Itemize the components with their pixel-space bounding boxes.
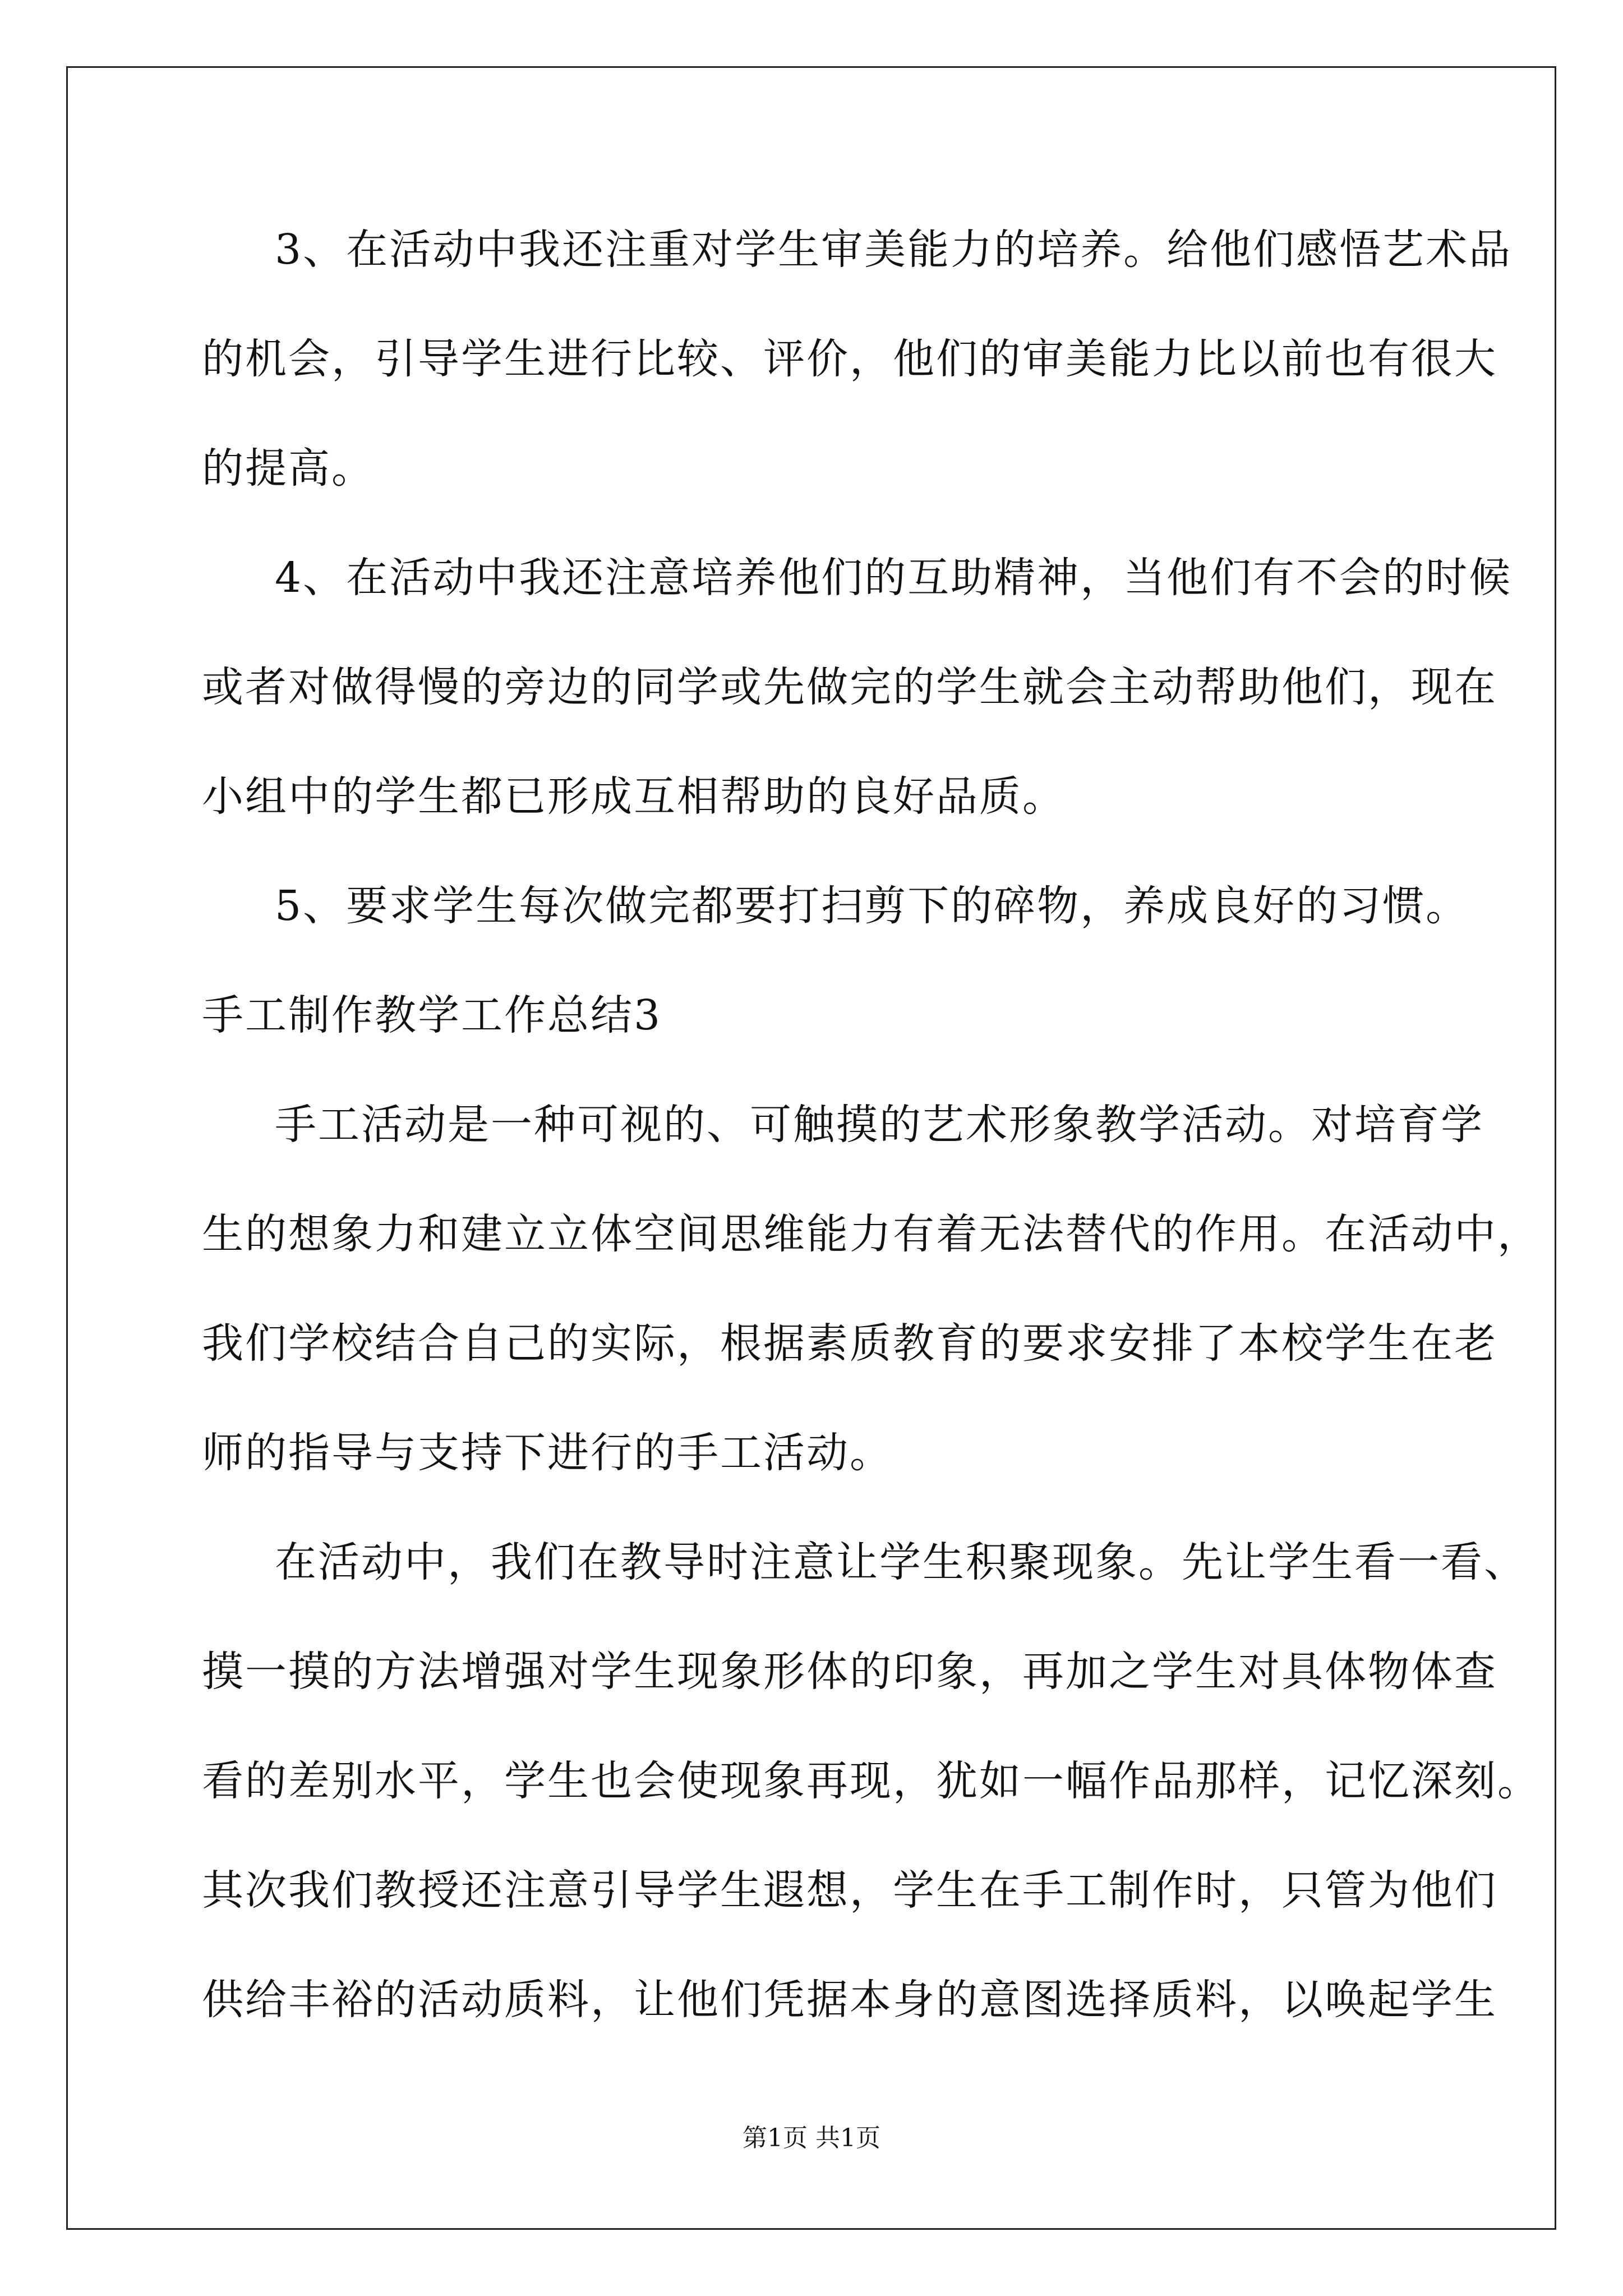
paragraph-5-line-3: 我们学校结合自己的实际，根据素质教育的要求安排了本校学生在老: [202, 1319, 1497, 1368]
paragraph-6-line-2: 摸一摸的方法增强对学生现象形体的印象，再加之学生对具体物体查: [202, 1648, 1497, 1696]
paragraph-3-line-1: 5、要求学生每次做完都要打扫剪下的碎物，养成良好的习惯。: [275, 882, 1469, 930]
paragraph-2-line-1: 4、在活动中我还注意培养他们的互助精神，当他们有不会的时候: [275, 554, 1513, 602]
paragraph-5-line-1: 手工活动是一种可视的、可触摸的艺术形象教学活动。对培育学: [275, 1101, 1484, 1149]
paragraph-5-line-2: 生的想象力和建立立体空间思维能力有着无法替代的作用。在活动中，: [202, 1210, 1541, 1258]
paragraph-6-line-5: 供给丰裕的活动质料，让他们凭据本身的意图选择质料，以唤起学生: [202, 1976, 1497, 2024]
paragraph-6-line-1: 在活动中，我们在教导时注意让学生积聚现象。先让学生看一看、: [275, 1538, 1527, 1586]
paragraph-1-line-2: 的机会，引导学生进行比较、评价，他们的审美能力比以前也有很大: [202, 335, 1497, 383]
paragraph-5-line-4: 师的指导与支持下进行的手工活动。: [202, 1429, 893, 1477]
section-heading: 手工制作教学工作总结3: [202, 991, 662, 1039]
paragraph-2-line-3: 小组中的学生都已形成互相帮助的良好品质。: [202, 772, 1066, 821]
paragraph-1-line-3: 的提高。: [202, 444, 375, 493]
paragraph-1-line-1: 3、在活动中我还注重对学生审美能力的培养。给他们感悟艺术品: [275, 226, 1513, 274]
paragraph-2-line-2: 或者对做得慢的旁边的同学或先做完的学生就会主动帮助他们，现在: [202, 663, 1497, 711]
paragraph-6-line-3: 看的差别水平，学生也会使现象再现，犹如一幅作品那样，记忆深刻。: [202, 1757, 1541, 1805]
paragraph-6-line-4: 其次我们教授还注意引导学生遐想，学生在手工制作时，只管为他们: [202, 1866, 1497, 1915]
page-number-footer: 第1页 共1页: [743, 2124, 880, 2152]
